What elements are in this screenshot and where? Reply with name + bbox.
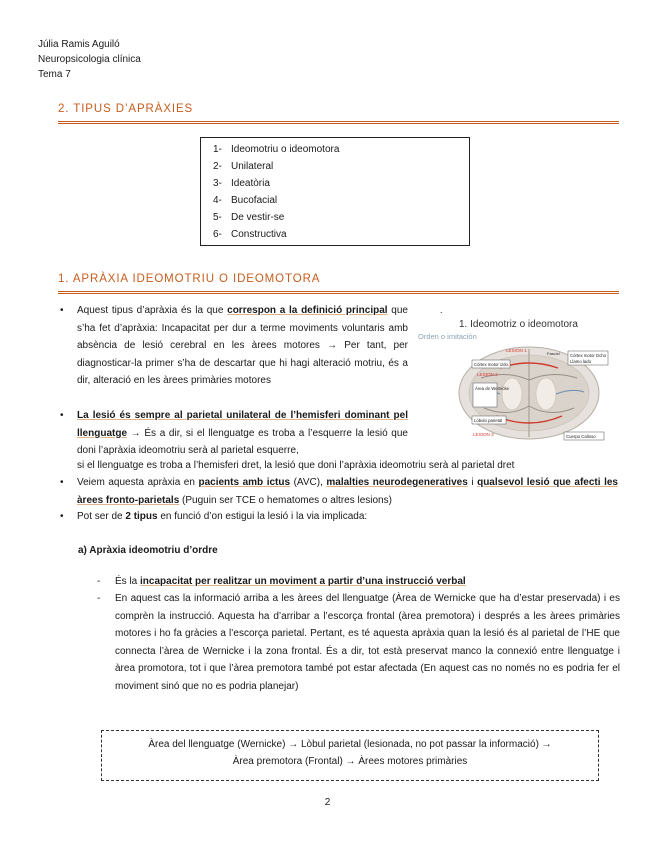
list-item: 5- De vestir-se (213, 212, 285, 223)
bullet-dot: • (60, 410, 64, 421)
bullet-dot: • (60, 477, 64, 488)
author-name: Júlia Ramis Aguiló (38, 39, 120, 50)
list-item: 3- Ideatòria (213, 178, 270, 189)
lesion-1-label: LESION 1 (506, 348, 527, 353)
figure-subtitle: Orden o imitación (418, 332, 477, 341)
paragraph-order-definition: És la incapacitat per realitzar un moviment a partir d’una instrucció verbal (115, 576, 466, 587)
list-item: 6- Constructiva (213, 229, 287, 240)
paragraph-lesion-continued: si el llenguatge es troba a l’hemisferi dret, la lesió que doni l’apràxia ideomotriu serà al parietal dret (77, 460, 515, 471)
llamo-lado-label: Llamo lado (570, 359, 592, 364)
figure-dot: . (440, 308, 443, 315)
apraxia-types-box (200, 137, 470, 246)
list-item: 1- Ideomotriu o ideomotora (213, 144, 340, 155)
lesion-2-label: LESION 2 (477, 372, 498, 377)
lesion-3-label: LESION 3 (473, 432, 494, 437)
bullet-dot: • (60, 511, 64, 522)
pathway-callout (101, 730, 599, 781)
fascicle-label: Fascícl (547, 351, 560, 356)
corpus-callosum-label: Cuerpo Calloso (566, 434, 596, 439)
list-item: 2- Unilateral (213, 161, 274, 172)
dash-marker: - (97, 593, 101, 604)
paragraph-lesion: La lesió és sempre al parietal unilateral de l’hemisferi dominant pel llenguatge → És a dir, si el llenguatge es troba a l’esquerre la lesió que doni l’apràxia ideomotriu serà al parietal esquerre, (77, 410, 408, 456)
subheading-order: a) Apràxia ideomotriu d’ordre (78, 545, 218, 556)
callout-line-2: Àrea premotora (Frontal) → Àrees motores primàries (232, 756, 468, 767)
section-1-rule (58, 291, 619, 294)
cortex-motor-right-label: Córtex motor Dcho (570, 353, 607, 358)
list-item: 4- Bucofacial (213, 195, 278, 206)
bullet-dot: • (60, 305, 64, 316)
callout-line-1: Àrea del llenguatge (Wernicke) → Lòbul parietal (lesionada, no pot passar la informació) → (148, 739, 552, 750)
parietal-lobe-label: Lóbulo parietal (474, 418, 503, 423)
section-1-title: 1. APRÀXIA IDEOMOTRIU O IDEOMOTORA (58, 273, 321, 285)
page-number: 2 (324, 797, 331, 808)
ideomotor-brain-figure (416, 308, 621, 448)
paragraph-causes: Veiem aquesta apràxia en pacients amb ictus (AVC), malalties neurodegeneratives i qualsevol lesió que afecti les àrees fronto-parietals (Puguin ser TCE o hematomes o altres lesions) (77, 477, 618, 506)
cortex-motor-left-label: Córtex motor izdo. (474, 362, 510, 367)
apraxia-types-list (201, 138, 469, 243)
subject-name: Neuropsicologia clínica (38, 54, 141, 65)
paragraph-definition: Aquest tipus d’apràxia és la que correspon a la definició principal que s’ha fet d’apràxia: Incapacitat per dur a terme moviments voluntaris amb absència de lesió cerebral en les àrees motores → Per tant, per diagnosticar-la primer s’ha de descartar que hi hagi alteració motriu, és a dir, alteració en les àrees primàries motores (77, 305, 408, 386)
paragraph-order-explanation: En aquest cas la informació arriba a les àrees del llenguatge (Àrea de Wernicke que ha d’estar preservada) i es comprèn la instrucció. Aquesta ha d’arribar a l’escorça frontal (àrea premotora) i després a les àrees primàries motores i ho fa gràcies a l’escorça parietal. Pertant, es té aquesta apràxia quan la lesió és al parietal de l’HE que connecta l’àrea de Wernicke i la zona frontal. És a dir, tot està preservat manco la connexió entre llenguatge i àrea promotora, tot i que l’àrea premotora també pot estar afectada (En aquest cas no només no es podria fer el moviment sinó que no es podria planejar) (115, 593, 620, 692)
dash-marker: - (97, 576, 101, 587)
figure-title: 1. Ideomotriz o ideomotora (459, 319, 578, 330)
document-header (38, 37, 141, 82)
paragraph-types: Pot ser de 2 tipus en funció d’on estigui la lesió i la via implicada: (77, 511, 368, 522)
section-2-title: 2. TIPUS D’APRÀXIES (58, 103, 194, 115)
topic-name: Tema 7 (38, 69, 71, 80)
section-2-rule (58, 121, 619, 124)
wernicke-area-label: Área de Wernicke (475, 386, 510, 391)
